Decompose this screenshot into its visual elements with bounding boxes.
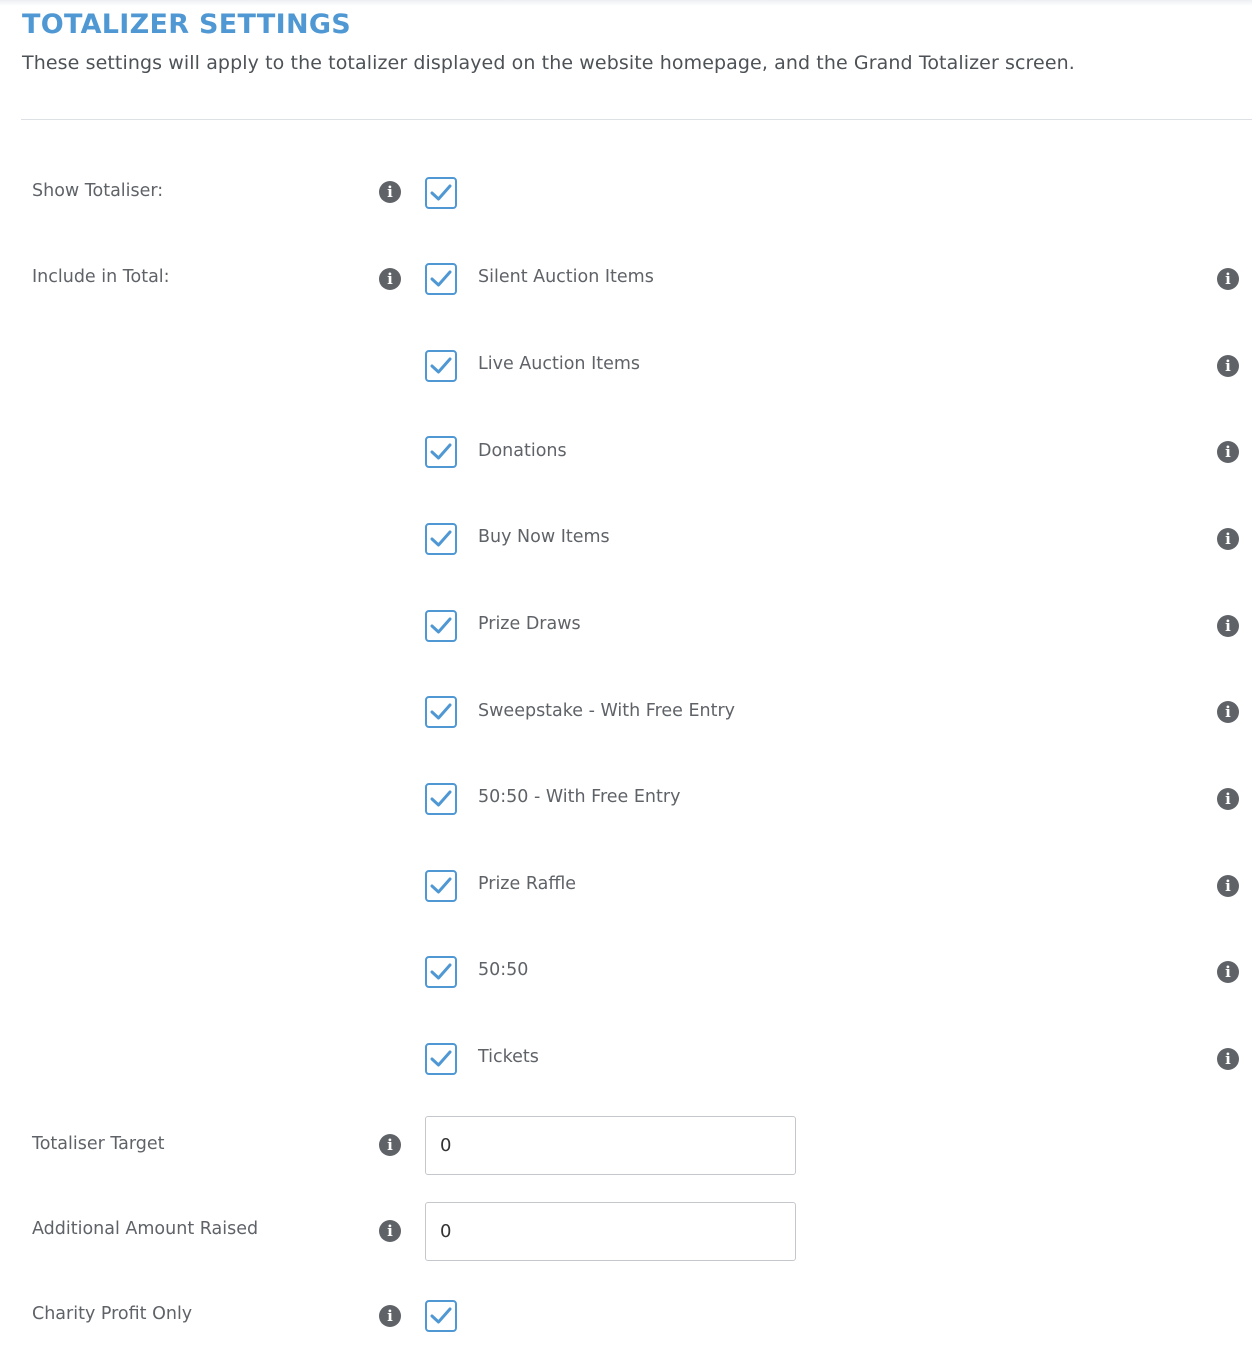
checkmark-icon [430, 702, 452, 722]
page-subtitle: These settings will apply to the totalizer displayed on the website homepage, and the Grand Totalizer screen. [22, 52, 1075, 74]
page-title: TOTALIZER SETTINGS [22, 9, 352, 40]
checkmark-icon [430, 269, 452, 289]
info-icon[interactable]: i [379, 1220, 401, 1242]
info-icon[interactable]: i [1217, 875, 1239, 897]
info-icon[interactable]: i [1217, 355, 1239, 377]
checkmark-icon [430, 616, 452, 636]
divider [21, 119, 1252, 120]
totaliser-target-input[interactable] [426, 1117, 795, 1174]
info-icon[interactable]: i [379, 268, 401, 290]
option-label: 50:50 - With Free Entry [478, 787, 681, 807]
checkmark-icon [430, 183, 452, 203]
top-shadow [0, 0, 1252, 6]
option-label: Tickets [478, 1047, 539, 1067]
info-icon[interactable]: i [1217, 528, 1239, 550]
info-icon[interactable]: i [1217, 1048, 1239, 1070]
checkmark-icon [430, 876, 452, 896]
option-label: Prize Draws [478, 614, 581, 634]
charity-profit-only-checkbox[interactable] [425, 1300, 457, 1332]
option-label: Prize Raffle [478, 874, 577, 894]
checkbox[interactable] [425, 696, 457, 728]
checkbox[interactable] [425, 956, 457, 988]
totaliser-target-label: Totaliser Target [32, 1134, 165, 1154]
checkbox[interactable] [425, 350, 457, 382]
checkbox[interactable] [425, 523, 457, 555]
checkbox[interactable] [425, 436, 457, 468]
checkmark-icon [430, 529, 452, 549]
checkmark-icon [430, 1306, 452, 1326]
info-icon[interactable]: i [1217, 615, 1239, 637]
checkmark-icon [430, 356, 452, 376]
info-icon[interactable]: i [379, 181, 401, 203]
info-icon[interactable]: i [379, 1305, 401, 1327]
totaliser-target-field [425, 1116, 796, 1175]
option-label: Live Auction Items [478, 354, 641, 374]
show-totaliser-checkbox[interactable] [425, 177, 457, 209]
checkbox[interactable] [425, 870, 457, 902]
additional-amount-input[interactable] [426, 1203, 795, 1260]
checkmark-icon [430, 442, 452, 462]
checkmark-icon [430, 962, 452, 982]
additional-amount-label: Additional Amount Raised [32, 1219, 259, 1239]
option-label: Donations [478, 441, 567, 461]
info-icon[interactable]: i [1217, 701, 1239, 723]
checkbox[interactable] [425, 263, 457, 295]
option-label: Buy Now Items [478, 527, 610, 547]
include-in-total-label: Include in Total: [32, 267, 170, 287]
checkmark-icon [430, 789, 452, 809]
info-icon[interactable]: i [1217, 441, 1239, 463]
show-totaliser-label: Show Totaliser: [32, 181, 164, 201]
checkbox[interactable] [425, 1043, 457, 1075]
option-label: Sweepstake - With Free Entry [478, 701, 736, 721]
info-icon[interactable]: i [1217, 788, 1239, 810]
charity-profit-only-label: Charity Profit Only [32, 1304, 193, 1324]
info-icon[interactable]: i [379, 1134, 401, 1156]
checkmark-icon [430, 1049, 452, 1069]
checkbox[interactable] [425, 610, 457, 642]
info-icon[interactable]: i [1217, 961, 1239, 983]
additional-amount-field [425, 1202, 796, 1261]
info-icon[interactable]: i [1217, 268, 1239, 290]
option-label: Silent Auction Items [478, 267, 654, 287]
option-label: 50:50 [478, 960, 529, 980]
checkbox[interactable] [425, 783, 457, 815]
